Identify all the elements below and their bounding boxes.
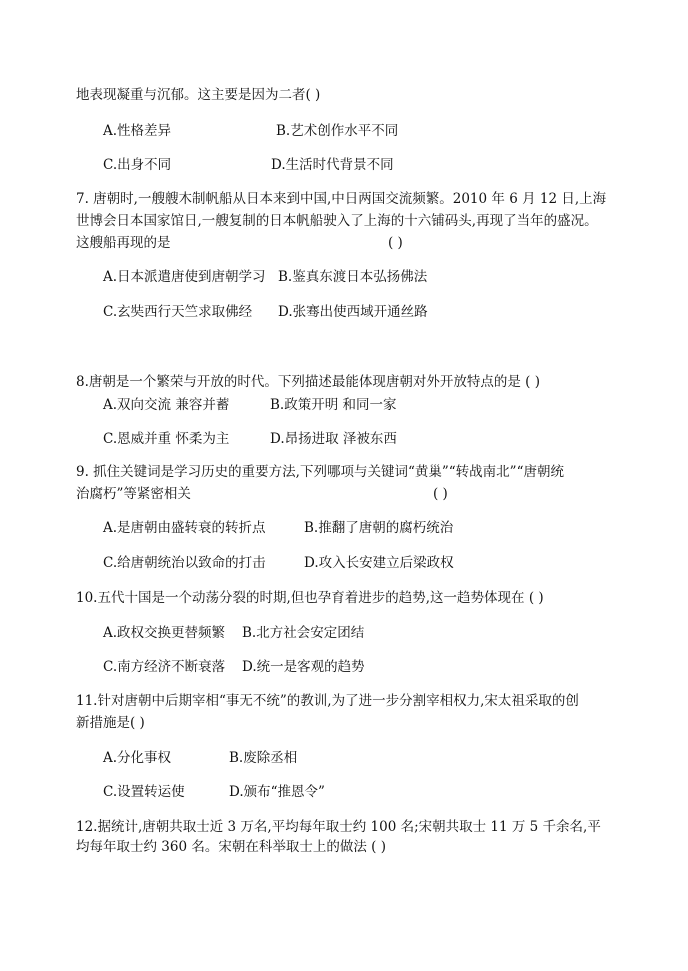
q9-stem-line1: 9. 抓住关键词是学习历史的重要方法,下列哪项与关键词“黄巢”“转战南北”“唐朝统	[76, 464, 564, 480]
q9-answer-paren: ( )	[433, 486, 448, 502]
q9-option-b: B.推翻了唐朝的腐朽统治	[304, 520, 454, 536]
q11-option-c: C.设置转运使	[103, 784, 185, 800]
q8-stem-line1: 8.唐朝是一个繁荣与开放的时代。下列描述最能体现唐朝对外开放特点的是 ( )	[76, 374, 540, 390]
q7-stem-line2: 世博会日本国家馆日,一艘复制的日本帆船驶入了上海的十六铺码头,再现了当年的盛况。	[76, 213, 598, 229]
q10-stem-line1: 10.五代十国是一个动荡分裂的时期,但也孕育着进步的趋势,这一趋势体现在 ( )	[76, 590, 544, 606]
q8-option-d: D.昂扬进取 泽被东西	[270, 431, 397, 447]
q11-option-d: D.颁布“推恩令”	[229, 784, 325, 800]
q9-option-c: C.给唐朝统治以致命的打击	[103, 555, 266, 571]
q7-option-c: C.玄奘西行天竺求取佛经	[103, 304, 253, 320]
q11-stem-line2: 新措施是( )	[76, 715, 145, 731]
q7-option-a: A.日本派遣唐使到唐朝学习	[103, 269, 266, 285]
q6-option-c: C.出身不同	[103, 157, 172, 173]
q10-option-a: A.政权交换更替频繁	[103, 625, 226, 641]
q10-option-c: C.南方经济不断衰落	[103, 659, 226, 675]
q8-option-a: A.双向交流 兼容并蓄	[103, 397, 230, 413]
q6-option-a: A.性格差异	[103, 123, 172, 139]
q11-option-b: B.废除丞相	[229, 750, 298, 766]
q6-option-d: D.生活时代背景不同	[271, 157, 394, 173]
q7-option-d: D.张骞出使西域开通丝路	[278, 304, 428, 320]
q6-stem-tail: 地表现凝重与沉郁。这主要是因为二者( )	[76, 87, 321, 103]
q12-stem-line2: 均每年取士约 360 名。宋朝在科举取士上的做法 ( )	[76, 839, 386, 855]
q8-option-b: B.政策开明 和同一家	[270, 397, 397, 413]
q7-stem-line3: 这艘船再现的是	[76, 235, 171, 251]
q6-option-b: B.艺术创作水平不同	[276, 123, 399, 139]
q7-stem-line1: 7. 唐朝时,一艘艘木制帆船从日本来到中国,中日两国交流频繁。2010 年 6 月 12 日,上海	[76, 191, 607, 207]
q9-stem-line2: 治腐朽”等紧密相关	[76, 486, 191, 502]
q10-option-d: D.统一是客观的趋势	[242, 659, 365, 675]
q11-stem-line1: 11.针对唐朝中后期宰相“事无不统”的教训,为了进一步分割宰相权力,宋太祖采取的创	[76, 693, 579, 709]
q10-option-b: B.北方社会安定团结	[242, 625, 365, 641]
q9-option-a: A.是唐朝由盛转衰的转折点	[103, 520, 266, 536]
q8-option-c: C.恩威并重 怀柔为主	[103, 431, 230, 447]
q11-option-a: A.分化事权	[103, 750, 172, 766]
q7-answer-paren: ( )	[388, 235, 403, 251]
q7-option-b: B.鉴真东渡日本弘扬佛法	[278, 269, 428, 285]
q9-option-d: D.攻入长安建立后梁政权	[304, 555, 454, 571]
q12-stem-line1: 12.据统计,唐朝共取士近 3 万名,平均每年取士约 100 名;宋朝共取士 11 万 5 千余名,平	[76, 819, 601, 835]
